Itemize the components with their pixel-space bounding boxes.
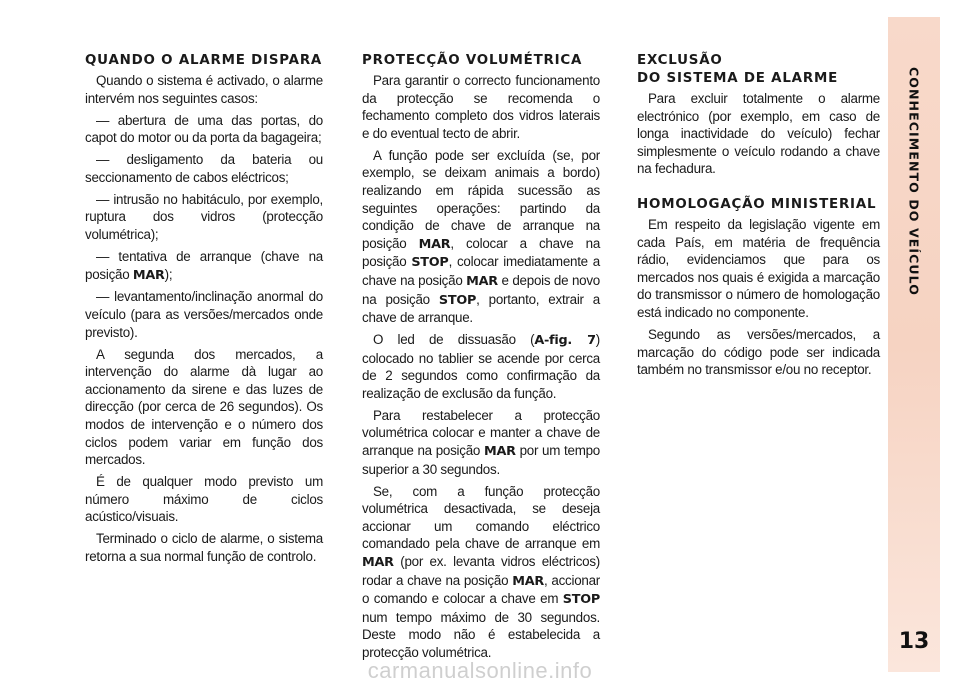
paragraph: — intrusão no habitáculo, por exemplo, ruptura dos vidros (protecção volumétrica);	[85, 191, 323, 242]
paragraph: Para restabelecer a protecção volumétrica colocar e manter a chave de arranque na posição MAR por um tempo superior a 30 segundos.	[362, 407, 600, 477]
section-title: CONHECIMENTO DO VEÍCULO	[906, 67, 922, 297]
key-position-stop: STOP	[411, 255, 449, 271]
key-position-stop: STOP	[562, 592, 600, 608]
paragraph: A função pode ser excluída (se, por exemplo, se deixam animais a bordo) realizando em rápida sucessão as seguintes operações: partindo da condição de chave de arranque na posição MAR, colocar a chave na posição STOP, colocar imediatamente a chave na posição MAR e depois de novo na posição STOP, portanto, extrair a chave de arranque.	[362, 147, 601, 326]
section-sidebar	[888, 17, 940, 672]
paragraph: Quando o sistema é activado, o alarme intervém nos seguintes casos:	[85, 73, 323, 106]
paragraph: Terminado o ciclo de alarme, o sistema retorna a sua normal função de controlo.	[85, 531, 323, 564]
key-position-mar: MAR	[512, 573, 544, 589]
figure-reference: A-fig. 7	[534, 333, 596, 349]
key-position-mar: MAR	[418, 236, 451, 252]
heading-ministerial-homologation: HOMOLOGAÇÃO MINISTERIAL	[637, 196, 877, 212]
paragraph: É de qualquer modo previsto um número máximo de ciclos acústico/visuais.	[85, 474, 323, 525]
paragraph: Segundo as versões/mercados, a marcação do código pode ser indicada também no transmissor e/ou no receptor.	[637, 326, 880, 378]
heading-volumetric-protection: PROTECÇÃO VOLUMÉTRICA	[362, 53, 583, 68]
column-2	[362, 52, 600, 666]
paragraph: A segunda dos mercados, a intervenção do alarme dà lugar ao accionamento da sirene e das luzes de direcção (por cerca de 26 segundos). Os modos de intervenção e o número dos ciclos podem variar em função dos mercados.	[85, 346, 323, 468]
paragraph: — abertura de uma das portas, do capot do motor ou da porta da bagageira;	[85, 112, 323, 146]
heading-alarm-exclusion: EXCLUSÃO DO SISTEMA DE ALARME	[637, 53, 839, 86]
paragraph: — desligamento da bateria ou seccionamento de cabos eléctricos;	[85, 152, 323, 185]
key-position-mar: MAR	[483, 444, 516, 460]
key-position-mar: MAR	[362, 555, 394, 570]
paragraph: Em respeito da legislação vigente em cada País, em matéria de frequência rádio, evidenciamos que para os mercados nos quais é exigida a marcação do transmissor o número de homologação está indicado no componente.	[637, 216, 880, 320]
paragraph: O led de dissuasão (A-fig. 7) colocado no tablier se acende por cerca de 2 segundos como confirmação da realização de exclusão da função.	[362, 332, 600, 401]
paragraph: — levantamento/inclinação anormal do veículo (para as versões/mercados onde previsto).	[85, 289, 323, 340]
key-position-mar: MAR	[132, 267, 165, 283]
paragraph: — tentativa de arranque (chave na posição MAR);	[85, 248, 323, 283]
heading-when-alarm-triggers: QUANDO O ALARME DISPARA	[85, 53, 323, 68]
watermark: carmanualsonline.info	[367, 658, 593, 683]
column-3	[637, 52, 880, 383]
page-number: 13	[898, 629, 930, 654]
paragraph: Se, com a função protecção volumétrica desactivada, se deseja accionar um comando eléctrico comandado pela chave de arranque em MAR (por ex. levanta vidros eléctricos) rodar a chave na posição MAR, accionar o comando e colocar a chave em STOP num tempo máximo de 30 segundos. Deste modo não é estabelecida a protecção volumétrica.	[362, 483, 600, 660]
key-position-mar: MAR	[466, 273, 498, 289]
key-position-stop: STOP	[438, 292, 477, 308]
paragraph: Para garantir o correcto funcionamento da protecção se recomenda o fechamento completo dos vidros laterais e do eventual tecto de abrir.	[362, 73, 600, 141]
column-1	[85, 52, 323, 570]
paragraph: Para excluir totalmente o alarme electrónico (por exemplo, em caso de longa inactividade do veículo) fechar simplesmente o veículo rodando a chave na fechadura.	[637, 91, 880, 177]
